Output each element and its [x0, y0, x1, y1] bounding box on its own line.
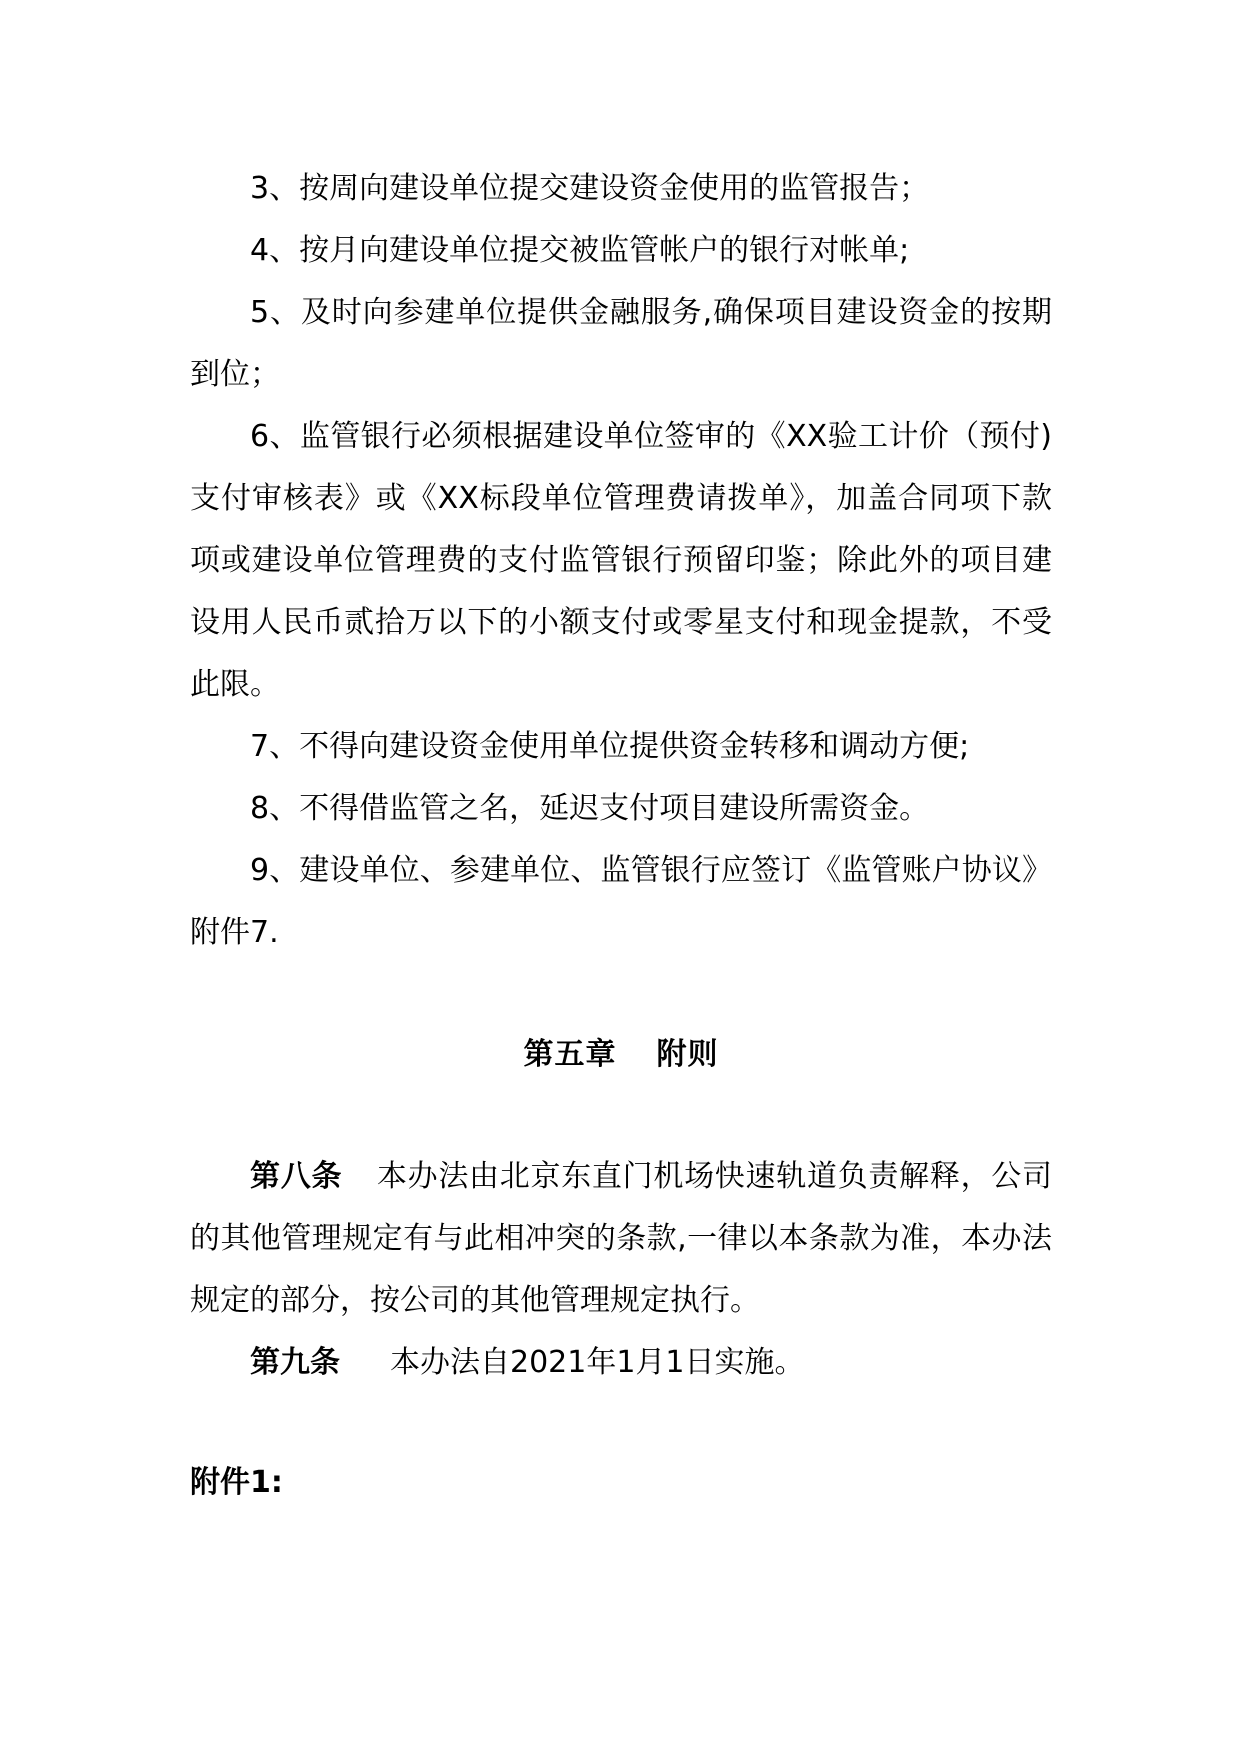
article-9	[190, 1332, 1052, 1394]
list-item-3: 3、按周向建设单位提交建设资金使用的监管报告；	[250, 171, 930, 206]
article-text: 本办法由北京东直门机场快速轨道负责解释，公司的其他管理规定有与此相冲突的条款,一律以本条款为准，本办法规定的部分，按公司的其他管理规定执行。	[190, 1159, 1053, 1318]
list-item-6: 6、监管银行必须根据建设单位签审的《XX验工计价（预付)支付审核表》或《XX标段单位管理费请拨单》，加盖合同项下款项或建设单位管理费的支付监管银行预留印鉴；除此外的项目建设用人民币贰拾万以下的小额支付或零星支付和现金提款，不受此限。	[190, 419, 1052, 702]
article-text: 本办法自2021年1月1日实施。	[390, 1345, 805, 1380]
list-item-9: 9、建设单位、参建单位、监管银行应签订《监管账户协议》附件7.	[190, 853, 1052, 950]
article-label: 第九条	[250, 1345, 340, 1380]
list-item-8: 8、不得借监管之名，延迟支付项目建设所需资金。	[250, 791, 930, 826]
article-label: 第八条	[250, 1159, 343, 1194]
spacer	[190, 1394, 1052, 1452]
chapter-heading	[190, 1024, 1052, 1086]
chapter-title: 附则	[656, 1037, 719, 1072]
chapter-number: 第五章	[523, 1037, 617, 1072]
list-item-7: 7、不得向建设资金使用单位提供资金转移和调动方便;	[250, 729, 970, 764]
annex-heading: 附件1:	[190, 1465, 283, 1500]
spacer	[190, 964, 1052, 1024]
page-content	[190, 158, 1052, 1514]
article-8	[190, 1146, 1052, 1332]
spacer	[190, 1086, 1052, 1146]
list-item-5: 5、及时向参建单位提供金融服务,确保项目建设资金的按期到位；	[190, 295, 1052, 392]
list-item-4: 4、按月向建设单位提交被监管帐户的银行对帐单;	[250, 233, 910, 268]
